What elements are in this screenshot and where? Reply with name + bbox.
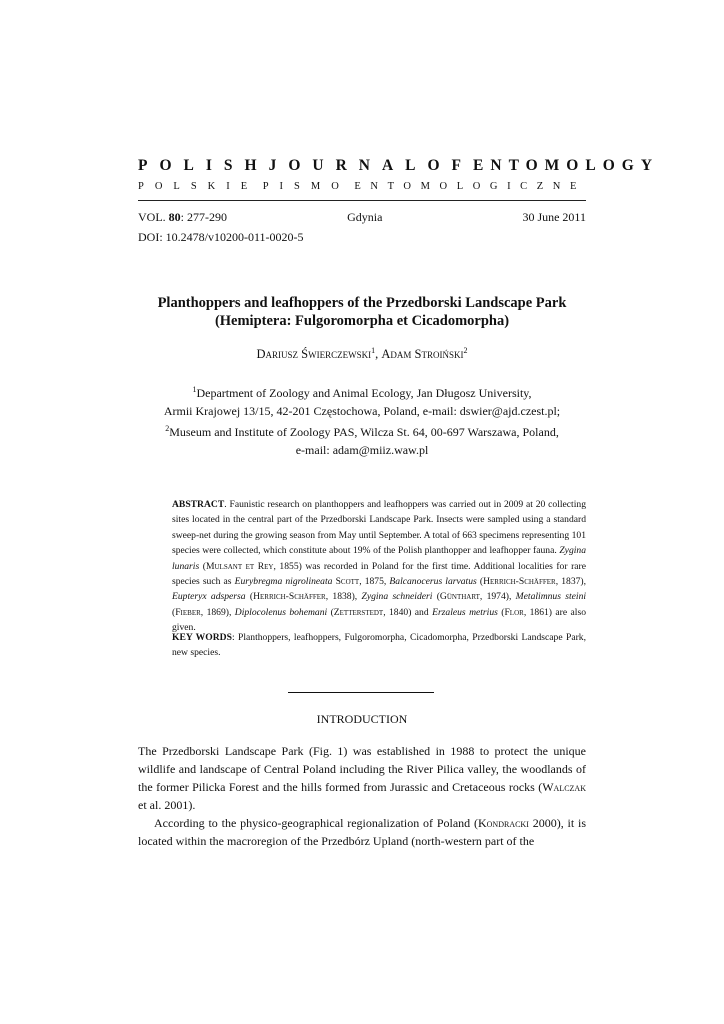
author-separator: , (375, 347, 382, 362)
article-title-line: Planthoppers and leafhoppers of the Przedborski Landscape Park (157, 295, 567, 311)
paragraph-text: According to the physico-geographical regionalization of Poland ( (154, 816, 478, 830)
taxon-author: Mulsant et Rey (205, 560, 274, 572)
species-name: Zygina schneideri (361, 591, 433, 603)
abstract-text: ( (432, 591, 440, 603)
paragraph (138, 814, 586, 850)
affiliation-text: Museum and Institute of Zoology PAS, Wilcza St. 64, 00-697 Warszawa, Poland, (169, 425, 559, 439)
article-title (138, 294, 586, 330)
abstract-label: ABSTRACT (172, 499, 225, 510)
abstract-text: , 1840) and (383, 606, 433, 618)
journal-title-word: POLISH (138, 157, 269, 174)
journal-title-word: JOURNAL (268, 157, 428, 174)
doi: DOI: 10.2478/v10200-011-0020-5 (138, 230, 304, 244)
keywords-text: : Planthoppers, leafhoppers, Fulgoromorpha, Cicadomorpha, Przedborski Landscape Park, new species. (172, 632, 586, 659)
species-name: Eupteryx adspersa (172, 591, 246, 603)
publication-place: Gdynia (347, 210, 383, 224)
section-divider (288, 692, 434, 693)
abstract-text: ( (476, 576, 484, 588)
volume-prefix: VOL. (138, 210, 169, 224)
taxon-author: Günthart (439, 591, 480, 603)
authors (138, 346, 586, 362)
paragraph-text: 2000), it is located within the macroregion of the Przedbórz Upland (north-western part of the (138, 816, 587, 848)
taxon-author: Fieber (175, 606, 201, 618)
journal-title-word: OF (427, 157, 474, 174)
abstract-text: ( (327, 606, 334, 618)
volume-number: 80 (168, 210, 181, 224)
affiliation-mark: 2 (165, 424, 170, 433)
affiliation-line: e-mail: adam@miiz.waw.pl (295, 443, 429, 457)
taxon-author: Herrich-Schäffer (253, 591, 326, 603)
journal-subtitle-word: POLSKIE (138, 181, 259, 192)
taxon-author: Scott (332, 576, 360, 588)
abstract (172, 497, 586, 636)
citation-author: Walczak (542, 780, 586, 794)
abstract-text: ( (199, 560, 206, 572)
volume-line (138, 210, 586, 225)
abstract-text: . Faunistic research on planthoppers and leafhoppers was carried out in 2009 at 20 collecting sites located in the central part of the Przedborski Landscape Park. Insects were sampled using a standard sweep-net during the growing season from May until September. A total of 663 specimens representing 101 species were collected, which constitute about 19% of the Polish planthopper and leafhopper fauna. (172, 499, 586, 557)
abstract-text: ( (497, 606, 505, 618)
affiliation-text: Department of Zoology and Animal Ecology, Jan Długosz University, (196, 386, 532, 400)
journal-subtitle-word: PISMO (262, 181, 350, 192)
paragraph-text: et al. 2001). (138, 798, 196, 812)
author-affiliation-mark: 2 (463, 346, 468, 355)
species-name: Metalimnus steini (515, 591, 587, 603)
author-affiliation-mark: 1 (371, 346, 376, 355)
affiliation-line (138, 420, 586, 441)
abstract-text: ( (172, 606, 176, 618)
abstract-text: ( (245, 591, 254, 603)
volume-info (138, 210, 227, 225)
section-heading: INTRODUCTION (316, 712, 408, 726)
taxon-author: Flor (504, 606, 524, 618)
journal-title-word: ENTOMOLOGY (473, 157, 660, 174)
citation-author: Kondracki (477, 816, 529, 830)
abstract-text: , 1838), (325, 591, 362, 603)
abstract-text: , 1855) was recorded in Poland for the first time. Additional localities for rare species such as (172, 560, 587, 588)
paragraph-text: The Przedborski Landscape Park (Fig. 1) was established in 1988 to protect the unique wildlife and landscape of Central Poland including the River Pilica valley, the woodlands of the former Pilicka Forest and the hills formed from Jurassic and Cretaceous rocks ( (138, 744, 586, 794)
header-rule (138, 200, 586, 201)
article-title-line: (Hemiptera: Fulgoromorpha et Cicadomorpha) (214, 313, 510, 329)
author-name: Adam Stroiński (381, 347, 464, 362)
keywords-label: KEY WORDS (172, 632, 232, 643)
affiliation-line (138, 381, 586, 402)
species-name: Zygina lunaris (172, 545, 586, 572)
abstract-text: , 1974), (479, 591, 516, 603)
affiliations (138, 381, 586, 459)
journal-subtitle (138, 181, 586, 192)
abstract-text: , 1861) are also given. (172, 606, 586, 634)
publication-date: 30 June 2011 (522, 210, 586, 224)
taxon-author: Herrich-Schäffer (483, 576, 556, 588)
species-name: Eurybregma nigrolineata (234, 576, 333, 588)
journal-title (138, 157, 660, 175)
introduction-body (138, 742, 586, 850)
taxon-author: Zetterstedt (333, 606, 384, 618)
species-name: Balcanocerus larvatus (389, 576, 477, 588)
paragraph (138, 742, 586, 814)
abstract-text: , 1875, (359, 576, 390, 588)
species-name: Erzaleus metrius (432, 606, 498, 618)
journal-subtitle-word: ENTOMOLOGICZNE (354, 181, 586, 192)
page-range: : 277-290 (180, 210, 228, 224)
keywords (172, 630, 586, 661)
species-name: Diplocolenus bohemani (234, 606, 328, 618)
abstract-text: , 1837), (555, 576, 587, 588)
author-name: Dariusz Świerczewski (256, 347, 372, 362)
affiliation-mark: 1 (192, 385, 197, 394)
abstract-text: , 1869), (200, 606, 235, 618)
affiliation-line: Armii Krajowej 13/15, 42-201 Częstochowa, Poland, e-mail: dswier@ajd.czest.pl; (163, 404, 561, 418)
